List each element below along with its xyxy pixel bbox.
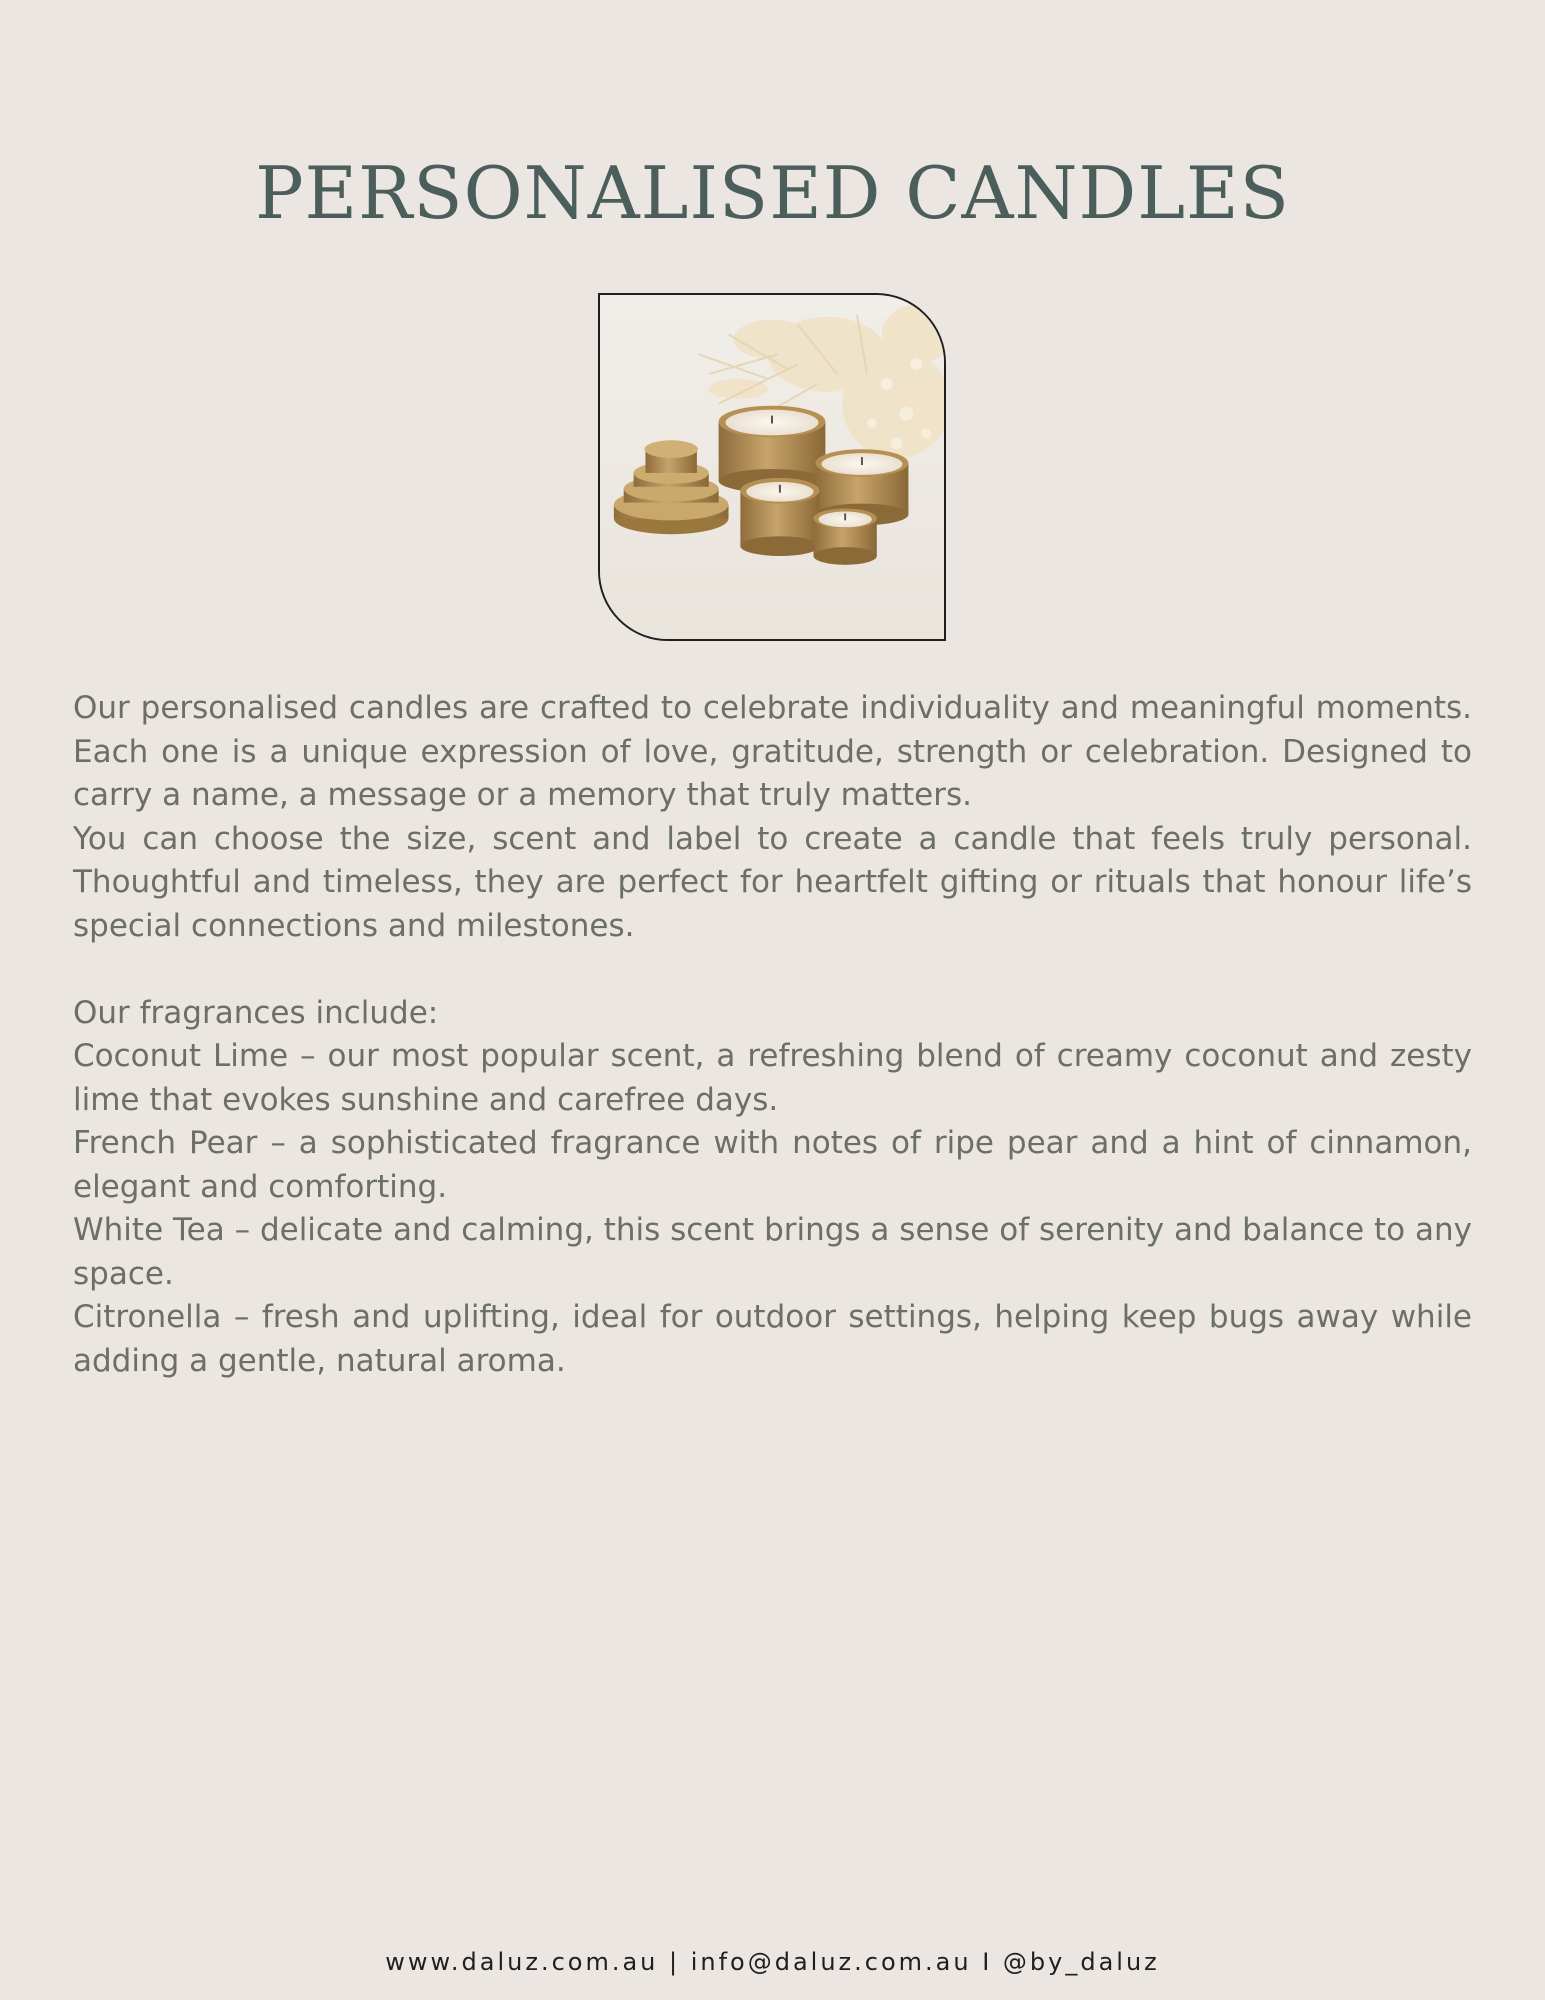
spacer: [73, 948, 1472, 992]
candles-photo: [598, 293, 946, 641]
fragrances-heading: Our fragrances include:: [73, 994, 439, 1031]
fragrance-coconut-lime: Coconut Lime – our most popular scent, a refreshing blend of creamy coconut and zesty lime that evokes sunshine and carefree days.: [73, 1038, 1472, 1118]
footer-contact: www.daluz.com.au | info@daluz.com.au I @by_daluz: [385, 1948, 1160, 1976]
candle-tins-photo-icon: [600, 295, 944, 639]
intro-paragraph-2: You can choose the size, scent and label to create a candle that feels truly personal. Thoughtful and timeless, they are perfect for heartfelt gifting or rituals that honour life’s special connections and milestones.: [73, 820, 1472, 944]
fragrance-white-tea: White Tea – delicate and calming, this scent brings a sense of serenity and balance to any space.: [73, 1212, 1472, 1292]
intro-paragraph-1: Our personalised candles are crafted to celebrate individuality and meaningful moments. Each one is a unique expression of love, gratitude, strength or celebration. Designed to carry a name, a message or a memory that truly matters.: [73, 690, 1472, 813]
fragrance-citronella: Citronella – fresh and uplifting, ideal for outdoor settings, helping keep bugs away while adding a gentle, natural aroma.: [73, 1299, 1472, 1379]
description: [73, 687, 1472, 1383]
page-title: PERSONALISED CANDLES: [255, 151, 1290, 235]
fragrance-french-pear: French Pear – a sophisticated fragrance with notes of ripe pear and a hint of cinnamon, elegant and comforting.: [73, 1125, 1472, 1205]
